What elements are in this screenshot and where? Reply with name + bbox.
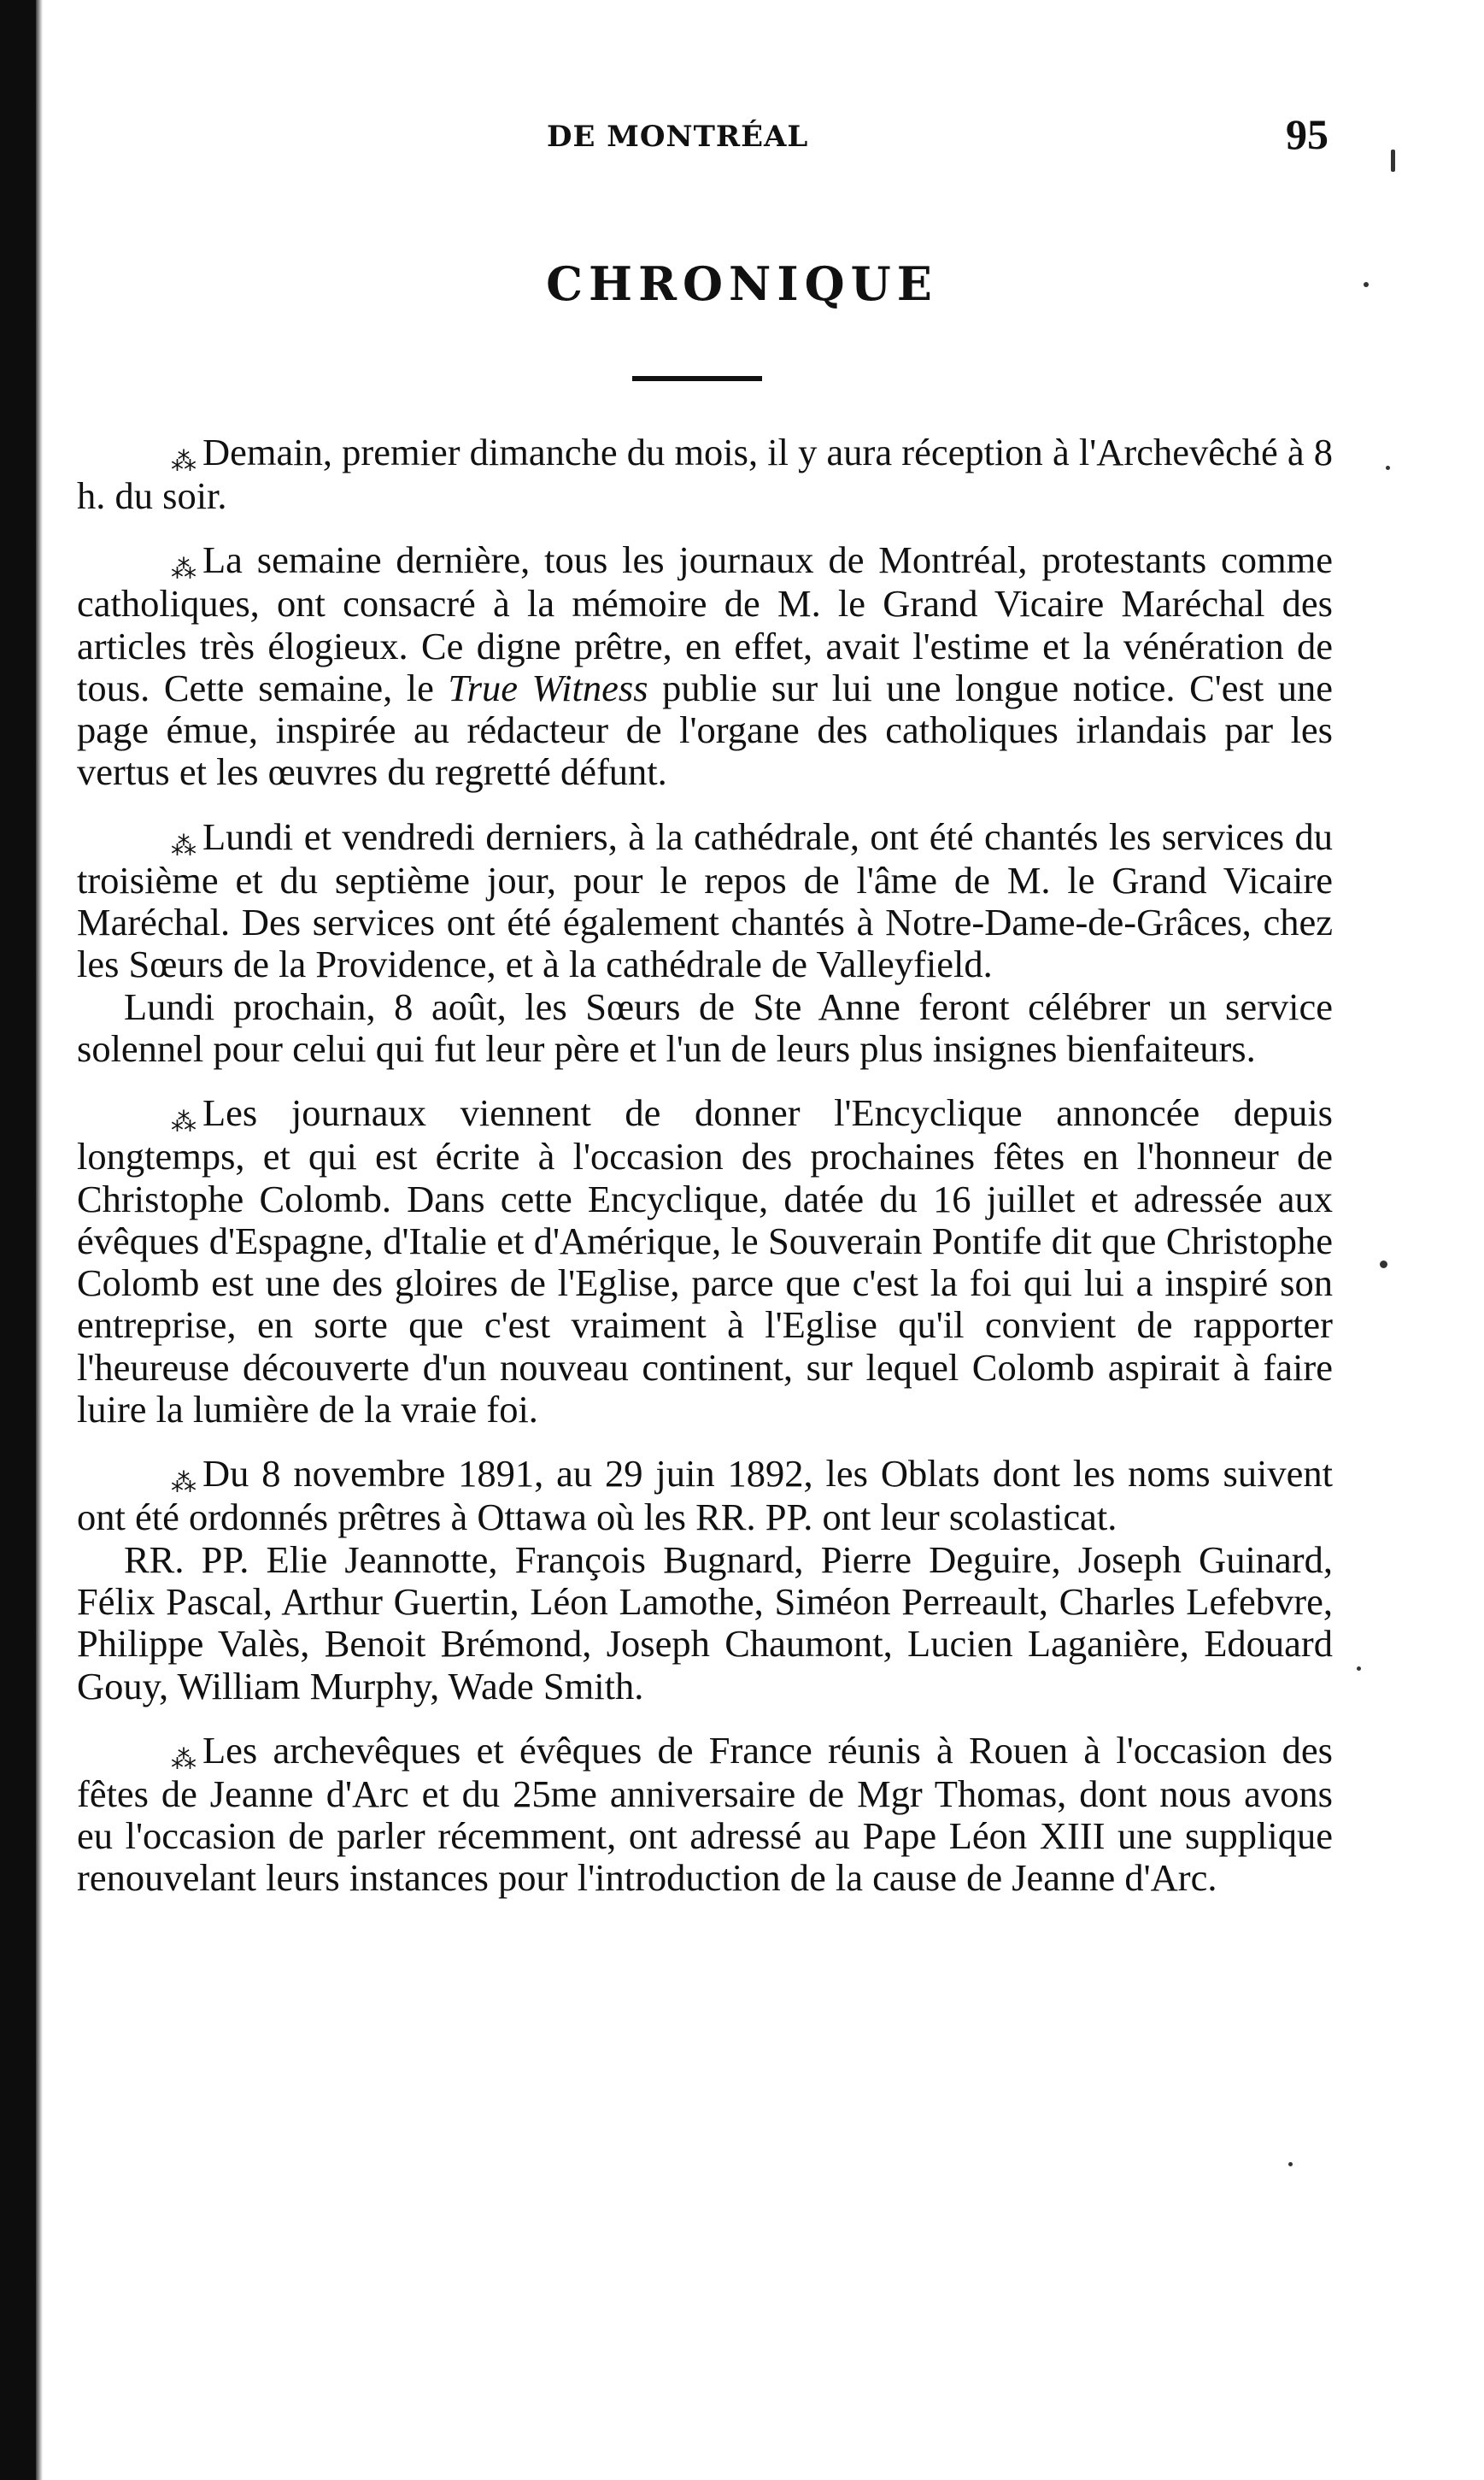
binding-shadow <box>36 0 43 2480</box>
paragraph-text: Les archevêques et évêques de France réunis à Rouen à l'occasion des fêtes de Jeanne d'Arc et du 25me anniversaire de Mgr Thomas, dont nous avons eu l'occasion de parler récemment, ont adressé au Pape Léon XIII une supplique renouvelant leurs instances pour l'introduction de la cause de Jeanne d'Arc. <box>77 1728 1333 1900</box>
paragraph-text: publie sur lui une longue notice. C'est une page émue, inspirée au rédacteur de l'organe des catholiques irlandais par les vertus et les œuvres du regretté défunt. <box>77 666 1334 794</box>
asterism-mark: ⁂ <box>171 448 197 476</box>
paragraph-text: Demain, premier dimanche du mois, il y aura réception à l'Archevêché à 8 h. du soir. <box>77 431 1333 517</box>
asterism-mark: ⁂ <box>171 1469 197 1498</box>
paragraph-ordinations <box>77 1453 1333 1538</box>
paragraph-services <box>77 816 1333 986</box>
running-head: DE MONTRÉAL <box>547 120 809 154</box>
paragraph-text: Lundi prochain, 8 août, les Sœurs de Ste Anne feront célébrer un service solennel pour celui qui fut leur père et l'un de leurs plus insignes bienfaiteurs. <box>77 984 1333 1070</box>
newspaper-title: True Witness <box>448 666 648 709</box>
paragraph-text: Lundi et vendredi derniers, à la cathédrale, ont été chantés les services du troisième et du septième jour, pour le repos de l'âme de M. le Grand Vicaire Maréchal. Des services ont été également chantés à Notre-Dame-de-Grâces, chez les Sœurs de la Providence, et à la cathédrale de Valleyfield. <box>77 814 1333 986</box>
asterism-mark: ⁂ <box>171 1108 197 1137</box>
binding-edge <box>0 0 36 2480</box>
paragraph-text: Les journaux viennent de donner l'Encyclique annoncée depuis longtemps, et qui est écrite à l'occasion des prochaines fêtes en l'honneur de Christophe Colomb. Dans cette Encyclique, datée du 16 juillet et adressée aux évêques d'Espagne, d'Italie et d'Amérique, le Souverain Pontife dit que Christophe Colomb est une des gloires de l'Eglise, parce que c'est la foi qui lui a inspiré son entreprise, en sorte que c'est vraiment à l'Eglise qu'il convient de rapporter l'heureuse découverte d'un nouveau continent, sur lequel Colomb aspirait à faire luire la lumière de la vraie foi. <box>77 1091 1333 1431</box>
paragraph-text: Du 8 novembre 1891, au 29 juin 1892, les Oblats dont les noms suivent ont été ordonnés prêtres à Ottawa où les RR. PP. ont leur scolasticat. <box>77 1452 1333 1539</box>
print-speck <box>1386 466 1390 470</box>
paragraph-text: RR. PP. Elie Jeannotte, François Bugnard, Pierre Deguire, Joseph Guinard, Félix Pascal, Arthur Guertin, Léon Lamothe, Siméon Perreault, Charles Lefebvre, Philippe Valès, Benoit Brémond, Joseph Chaumont, Lucien Laganière, Edouard Gouy, William Murphy, Wade Smith. <box>77 1537 1333 1707</box>
paragraph-press-tribute <box>77 539 1333 793</box>
print-speck <box>1391 150 1395 172</box>
print-speck <box>1380 1261 1387 1268</box>
chronicle-body <box>77 432 1333 1900</box>
paragraph-encyclical <box>77 1092 1333 1431</box>
asterism-mark: ⁂ <box>171 832 197 861</box>
paragraph-names-list <box>77 1539 1333 1707</box>
print-speck <box>1288 2162 1293 2166</box>
title-rule <box>632 376 762 381</box>
paragraph-text: La semaine dernière, tous les journaux de Montréal, protestants comme catholiques, ont consacré à la mémoire de M. le Grand Vicaire Maréchal des articles très élogieux. Ce digne prêtre, en effet, avait l'estime et la vénération de tous. Cette semaine, le <box>77 538 1333 709</box>
page-number: 95 <box>1286 110 1329 158</box>
asterism-mark: ⁂ <box>171 555 197 585</box>
print-speck <box>1364 282 1369 287</box>
paragraph-solemn-service <box>77 986 1333 1071</box>
print-speck <box>1357 1666 1361 1671</box>
page-title: CHRONIQUE <box>546 256 938 311</box>
paragraph-jeanne-darc <box>77 1730 1333 1900</box>
asterism-mark: ⁂ <box>171 1745 197 1774</box>
paragraph-reception <box>77 432 1333 517</box>
